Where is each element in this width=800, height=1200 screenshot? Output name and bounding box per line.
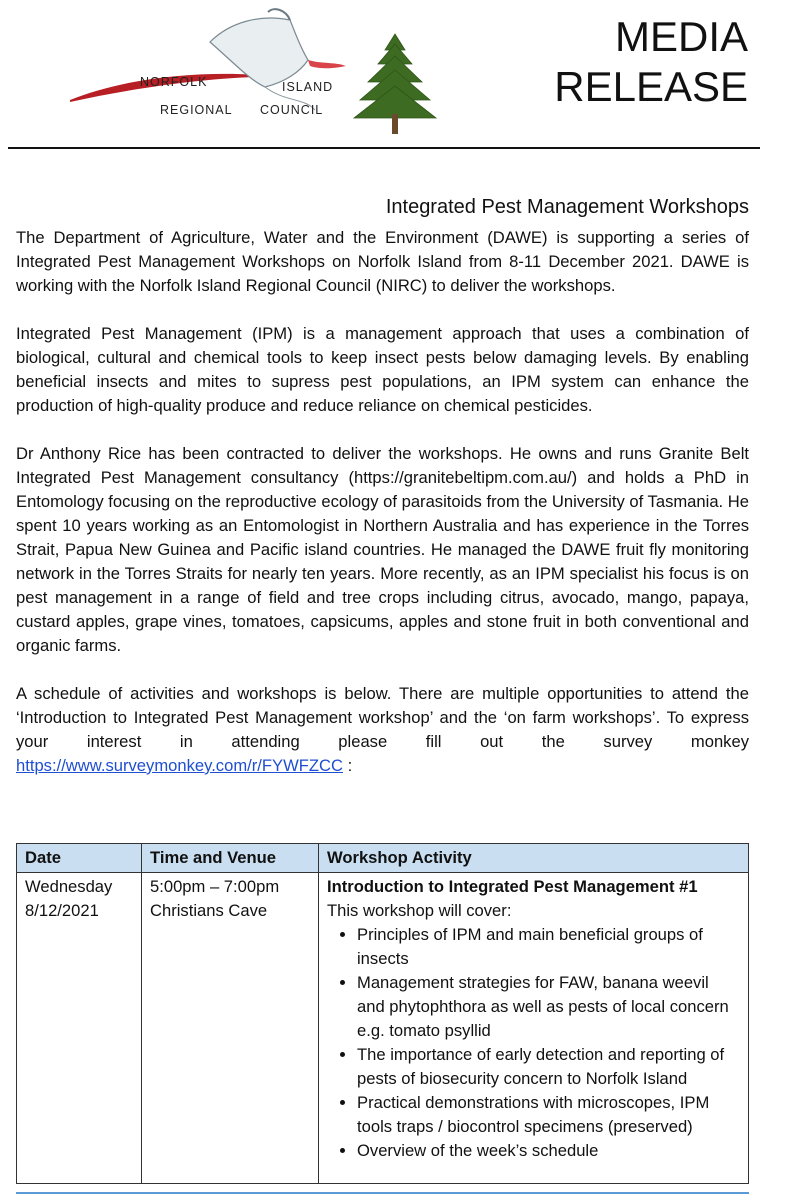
table-bottom-accent	[16, 1192, 749, 1194]
cell-date	[17, 873, 142, 1184]
table-row	[17, 873, 749, 1184]
logo-text-council: COUNCIL	[260, 103, 324, 117]
row-day: Wednesday	[25, 877, 113, 896]
media-title-line2: RELEASE	[554, 63, 748, 110]
schedule-intro-text: A schedule of activities and workshops is below. There are multiple opportunities to attend the ‘Introduction to Integrated Pest Management workshop’ and the ‘on farm workshops’. To express your interest in attending please fill out the survey monkey	[16, 684, 749, 751]
paragraph-ipm: Integrated Pest Management (IPM) is a management approach that uses a combination of biological, cultural and chemical tools to keep insect pests below damaging levels. By enabling beneficial insects and mites to supress pest populations, an IPM system can enhance the production of high-quality produce and reduce reliance on chemical pesticides.	[16, 324, 749, 415]
activity-title: Introduction to Integrated Pest Management #1	[327, 877, 698, 896]
list-item: • Management strategies for FAW, banana weevil and phytophthora as well as pests of local concern e.g. tomato psyllid	[357, 971, 740, 1043]
header-divider	[8, 147, 760, 149]
activity-bullets	[327, 923, 740, 1181]
schedule-table	[16, 843, 749, 1184]
media-release-title	[554, 12, 748, 112]
header-time-venue: Time and Venue	[142, 844, 319, 873]
list-item: • Principles of IPM and main beneficial groups of insects	[357, 923, 740, 971]
cell-activity	[319, 873, 749, 1184]
header-workshop-activity: Workshop Activity	[319, 844, 749, 873]
logo-text-regional: REGIONAL	[160, 103, 233, 117]
logo-text-island: ISLAND	[282, 80, 334, 94]
survey-suffix: :	[343, 756, 353, 775]
activity-intro: This workshop will cover:	[327, 901, 512, 920]
document-title: Integrated Pest Management Workshops	[385, 196, 749, 218]
table-header-row	[17, 844, 749, 873]
list-item: • Practical demonstrations with microscopes, IPM tools traps / biocontrol specimens (preserved)	[357, 1091, 740, 1139]
page-header	[0, 0, 800, 150]
paragraph-intro: The Department of Agriculture, Water and the Environment (DAWE) is supporting a series of Integrated Pest Management Workshops on Norfolk Island from 8-11 December 2021. DAWE is working with the Norfolk Island Regional Council (NIRC) to deliver the workshops.	[16, 228, 749, 295]
list-item: • Overview of the week’s schedule	[357, 1139, 740, 1163]
media-title-line1: MEDIA	[614, 13, 748, 60]
council-logo	[60, 2, 450, 142]
list-item: • The importance of early detection and reporting of pests of biosecurity concern to Norfolk Island	[357, 1043, 740, 1091]
document-body	[16, 190, 749, 778]
row-time: 5:00pm – 7:00pm	[150, 877, 280, 896]
row-venue: Christians Cave	[150, 901, 268, 920]
paragraph-schedule	[16, 682, 749, 778]
cell-time-venue	[142, 873, 319, 1184]
bird-and-pine-logo-icon	[60, 2, 450, 142]
row-date: 8/12/2021	[25, 901, 99, 920]
header-date: Date	[17, 844, 142, 873]
survey-link[interactable]: https://www.surveymonkey.com/r/FYWFZCC	[16, 756, 344, 775]
logo-text-norfolk: NORFOLK	[140, 75, 208, 89]
paragraph-presenter: Dr Anthony Rice has been contracted to deliver the workshops. He owns and runs Granite Belt Integrated Pest Management consultancy (https://granitebeltipm.com.au/) and holds a PhD in Entomology focusing on the reproductive ecology of parasitoids from the University of Tasmania. He spent 10 years working as an Entomologist in Northern Australia and has experience in the Torres Strait, Papua New Guinea and Pacific island countries. He managed the DAWE fruit fly monitoring network in the Torres Straits for nearly ten years. More recently, as an IPM specialist his focus is on pest management in a range of field and tree crops including citrus, avocado, mango, papaya, custard apples, grape vines, tomatoes, capsicums, apples and stone fruit in both conventional and organic farms.	[16, 444, 749, 655]
